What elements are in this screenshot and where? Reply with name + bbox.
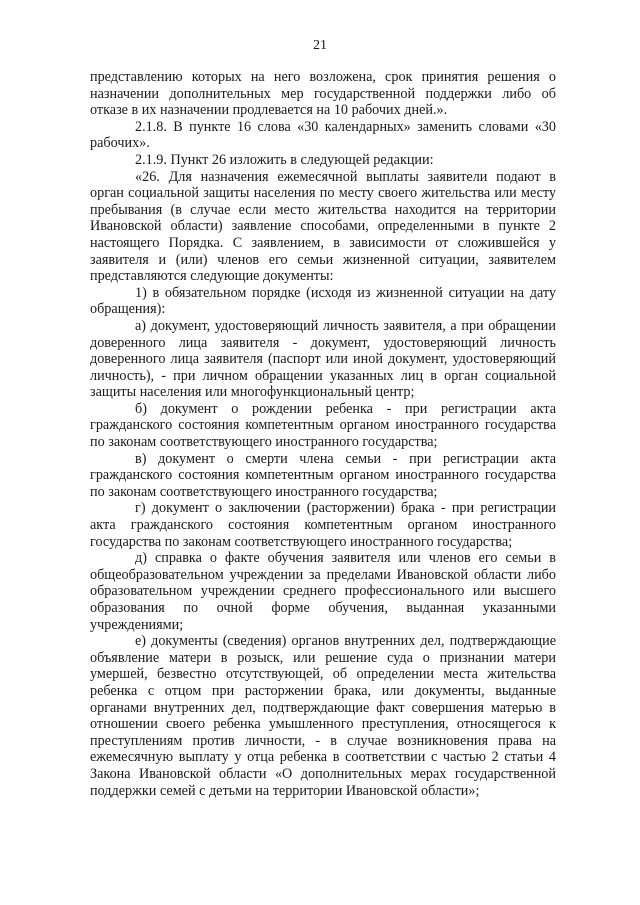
paragraph-subitem-a: а) документ, удостоверяющий личность заявителя, а при обращении доверенного лица заявителя - документ, удостоверяющий личность доверенного лица заявителя (паспорт или иной документ, удостоверяющий личность), - при личном обращении указанных лиц в орган социальной защиты населения или многофункциональный центр;: [90, 317, 556, 401]
page-number: 21: [313, 38, 327, 53]
paragraph-clause-2-1-8: 2.1.8. В пункте 16 слова «30 календарных» заменить словами «30 рабочих».: [90, 118, 556, 152]
paragraph-subitem-e: е) документы (сведения) органов внутренних дел, подтверждающие объявление матери в розыск, или решение суда о признании матери умершей, безвестно отсутствующей, об определении места жительства ребенка с отцом при расторжении брака, или документы, выданные органами внутренних дел, подтверждающие факт совершения матерью в отношении своего ребенка умышленного преступления, относящегося к преступлениям против личности, - в случае возникновения права на ежемесячную выплату у отца ребенка в соответствии с частью 2 статьи 4 Закона Ивановской области «О дополнительных мерах государственной поддержки семей с детьми на территории Ивановской области»;: [90, 633, 556, 799]
paragraph-subitem-v: в) документ о смерти члена семьи - при регистрации акта гражданского состояния компетентным органом иностранного государства по законам соответствующего иностранного государства;: [90, 450, 556, 500]
paragraph-continuation: представлению которых на него возложена, срок принятия решения о назначении дополнительных мер государственной поддержки либо об отказе в их назначении продлевается на 10 рабочих дней.».: [90, 69, 556, 119]
document-body: [90, 69, 556, 799]
paragraph-item-26: «26. Для назначения ежемесячной выплаты заявители подают в орган социальной защиты населения по месту своего жительства или месту пребывания (в случае если место жительства находится на территории Ивановской области) заявление способами, определенными в пункте 2 настоящего Порядка. С заявлением, в зависимости от сложившейся у заявителя и (или) членов его семьи жизненной ситуации, заявителем представляются следующие документы:: [90, 168, 556, 285]
paragraph-clause-2-1-9: 2.1.9. Пункт 26 изложить в следующей редакции:: [135, 151, 434, 168]
paragraph-subitem-1: 1) в обязательном порядке (исходя из жизненной ситуации на дату обращения):: [90, 284, 556, 318]
paragraph-subitem-b: б) документ о рождении ребенка - при регистрации акта гражданского состояния компетентным органом иностранного государства по законам соответствующего иностранного государства;: [90, 400, 556, 451]
paragraph-subitem-g: г) документ о заключении (расторжении) брака - при регистрации акта гражданского состояния компетентным органом иностранного государства по законам соответствующего иностранного государства;: [90, 500, 556, 550]
paragraph-subitem-d: д) справка о факте обучения заявителя или членов его семьи в общеобразовательном учреждении за пределами Ивановской области либо образовательном учреждении среднего профессионального или высшего образования по очной форме обучения, выданная указанными учреждениями;: [90, 550, 556, 633]
